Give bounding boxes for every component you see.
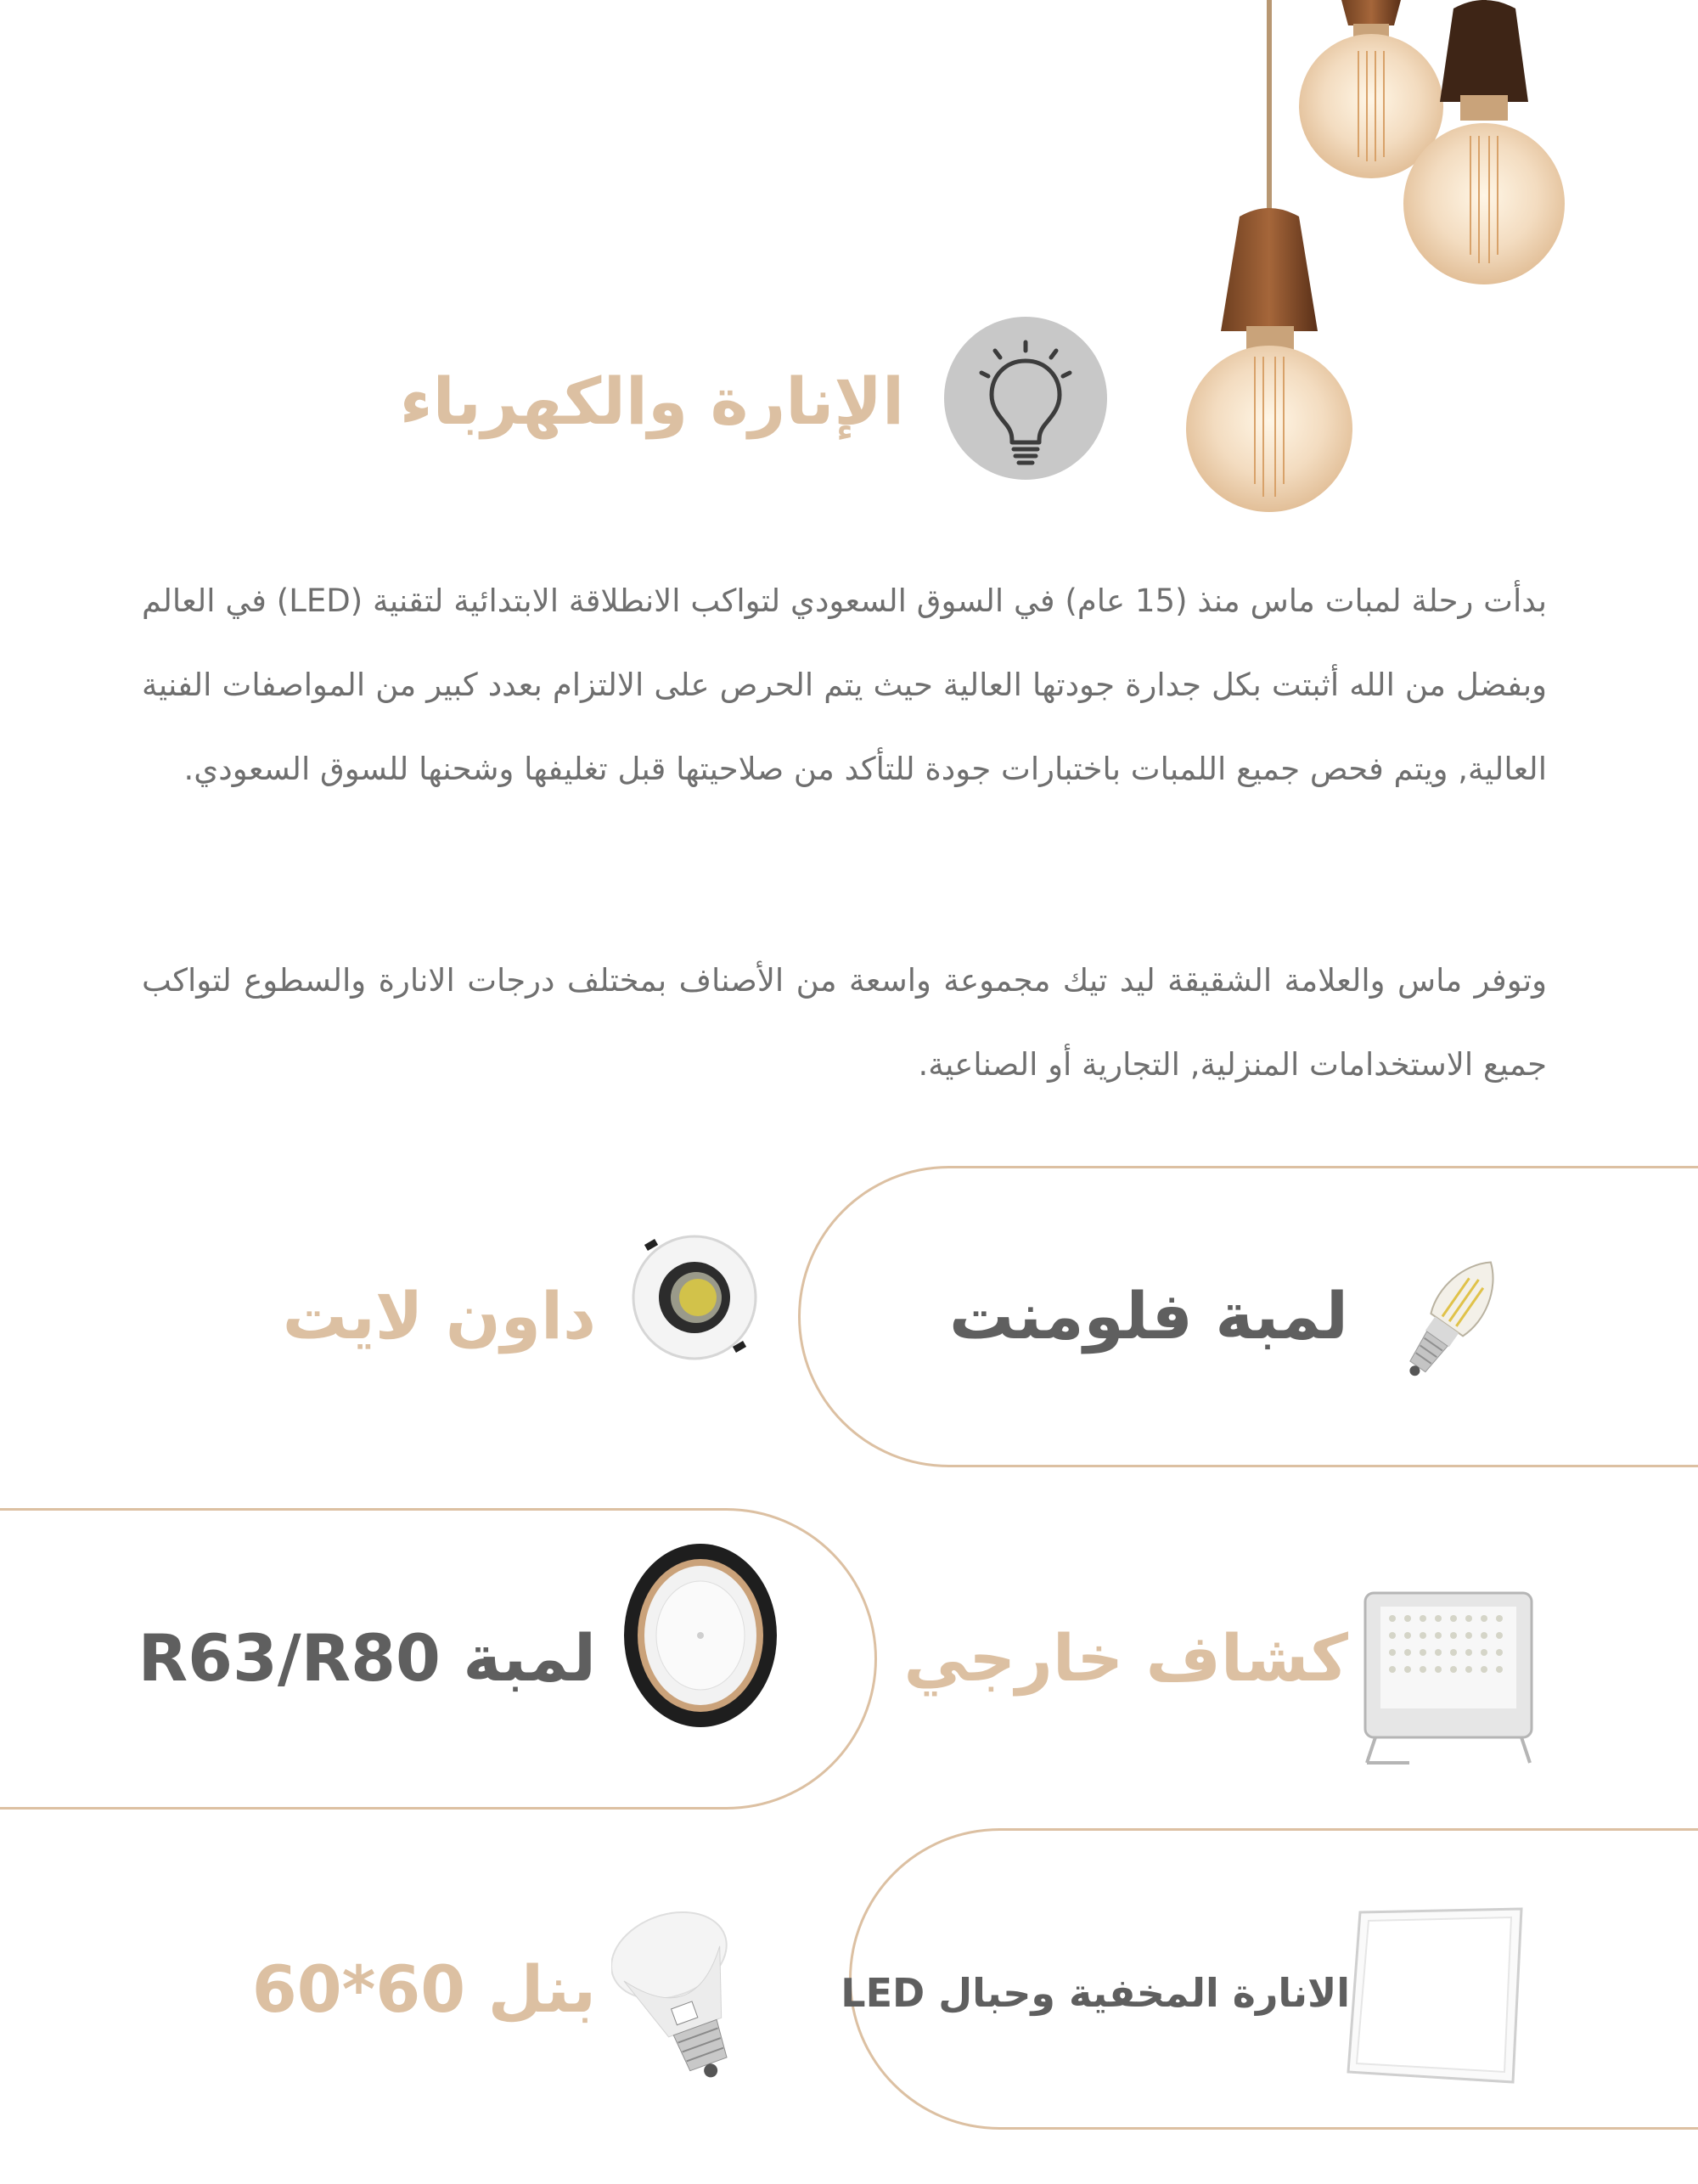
floodlight-image — [1358, 1588, 1538, 1768]
led-panel-image — [1343, 1902, 1530, 2089]
filament-bulb-image — [1371, 1241, 1532, 1394]
hanging-bulbs-image — [1155, 0, 1630, 518]
downlight-image — [630, 1233, 759, 1362]
lightbulb-icon — [944, 317, 1107, 480]
r63-r80-label: لمبة R63/R80 — [138, 1620, 596, 1696]
downlight-label: داون لايت — [282, 1278, 596, 1354]
highbay-lamp-image — [621, 1541, 779, 1730]
r63-bulb-image — [611, 1902, 756, 2089]
page-title: الإنارة والكهرباء — [399, 363, 904, 439]
panel-label: بنل 60*60 — [251, 1951, 596, 2027]
hidden-led-label: الانارة المخفية وحبال LED — [841, 1970, 1350, 2016]
floodlight-label: كشاف خارجي — [903, 1620, 1348, 1696]
filament-bulb-label: لمبة فلومنت — [948, 1278, 1348, 1354]
intro-paragraph-2: وتوفر ماس والعلامة الشقيقة ليد تيك مجموعة واسعة من الأصناف بمختلف درجات الانارة والسطوع لتواكب جميع الاستخدامات المنزلية, التجارية أو الصناعية. — [142, 962, 1547, 1083]
intro-paragraph-1: بدأت رحلة لمبات ماس منذ (15 عام) في السوق السعودي لتواكب الانطلاقة الابتدائية لتقنية (LED) في العالم وبفضل من الله أثبتت بكل جدارة جودتها العالية حيث يتم الحرص على الالتزام بعدد كبير من المواصفات الفنية العالية, ويتم فحص جميع اللمبات باختبارات جودة للتأكد من صلاحيتها قبل تغليفها وشحنها للسوق السعودي. — [142, 583, 1548, 787]
